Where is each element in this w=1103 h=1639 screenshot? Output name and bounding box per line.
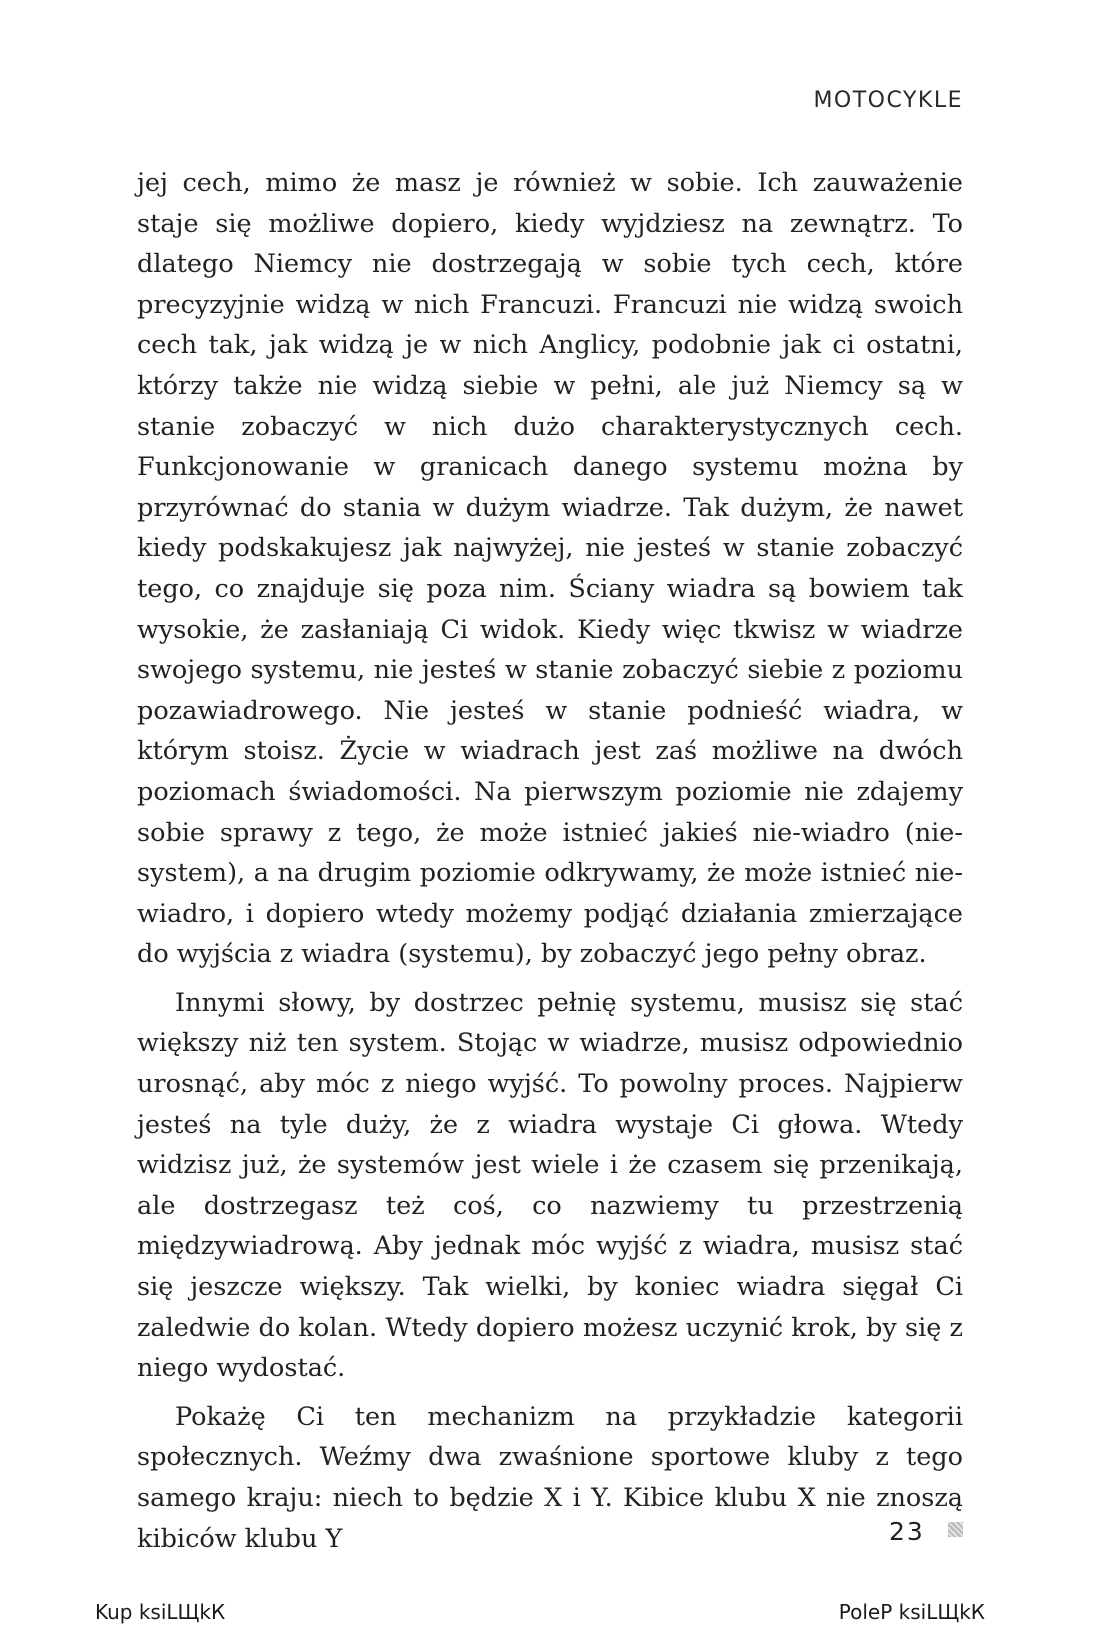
page-number: 23 [889,1517,925,1546]
paragraph: Innymi słowy, by dostrzec pełnię systemu, musisz się stać większy niż ten system. Stojąc w wiadrze, musisz odpowiednio urosnąć, aby móc z niego wyjść. To powolny proces. Najpierw jesteś na tyle duży, że z wiadra wystaje Ci głowa. Wtedy widzisz już, że systemów jest wiele i że czasem się przenikają, ale dostrzegasz też coś, co nazwiemy tu przestrzenią międzywiadrową. Aby jednak móc wyjść z wiadra, musisz stać się jeszcze większy. Tak wielki, by koniec wiadra sięgał Ci zaledwie do kolan. Wtedy dopiero możesz uczynić krok, by się z niego wydostać. [137,987,963,1384]
buy-book-link[interactable]: Kup ksiLЩkК [95,1600,226,1624]
page-marker-icon [948,1522,963,1537]
paragraph: jej cech, mimo że masz je również w sobie. Ich zauważenie staje się możliwe dopiero, kiedy wyjdziesz na zewnątrz. To dlatego Niemcy nie dostrzegają w sobie tych cech, które precyzyjnie widzą w nich Francuzi. Francuzi nie widzą swoich cech tak, jak widzą je w nich Anglicy, podobnie jak ci ostatni, którzy także nie widzą siebie w pełni, ale już Niemcy są w stanie zobaczyć w nich dużo charakterystycznych cech. Funkcjonowanie w granicach danego systemu można by przyrównać do stania w dużym wiadrze. Tak dużym, że nawet kiedy podskakujesz jak najwyżej, nie jesteś w stanie zobaczyć tego, co znajduje się poza nim. Ściany wiadra są bowiem tak wysokie, że zasłaniają Ci widok. Kiedy więc tkwisz w wiadrze swojego systemu, nie jesteś w stanie zobaczyć siebie z poziomu pozawiadrowego. Nie jesteś w stanie podnieść wiadra, w którym stoisz. Życie w wiadrach jest zaś możliwe na dwóch poziomach świadomości. Na pierwszym poziomie nie zdajemy sobie sprawy z tego, że może istnieć jakieś nie-wiadro (nie-system), a na drugim poziomie odkrywamy, że może istnieć nie-wiadro, i dopiero wtedy możemy podjąć działania zmierzające do wyjścia z wiadra (systemu), by zobaczyć jego pełny obraz. [137,168,963,970]
recommend-book-link[interactable]: PoleР ksiLЩkК [838,1600,985,1624]
body-text [137,163,963,1559]
paragraph: Pokażę Ci ten mechanizm na przykładzie kategorii społecznych. Weźmy dwa zwaśnione sportowe kluby z tego samego kraju: niech to będzie X i Y. Kibice klubu X nie znoszą kibiców klubu Y [137,1401,963,1554]
running-header: MOTOCYKLE [813,88,963,113]
